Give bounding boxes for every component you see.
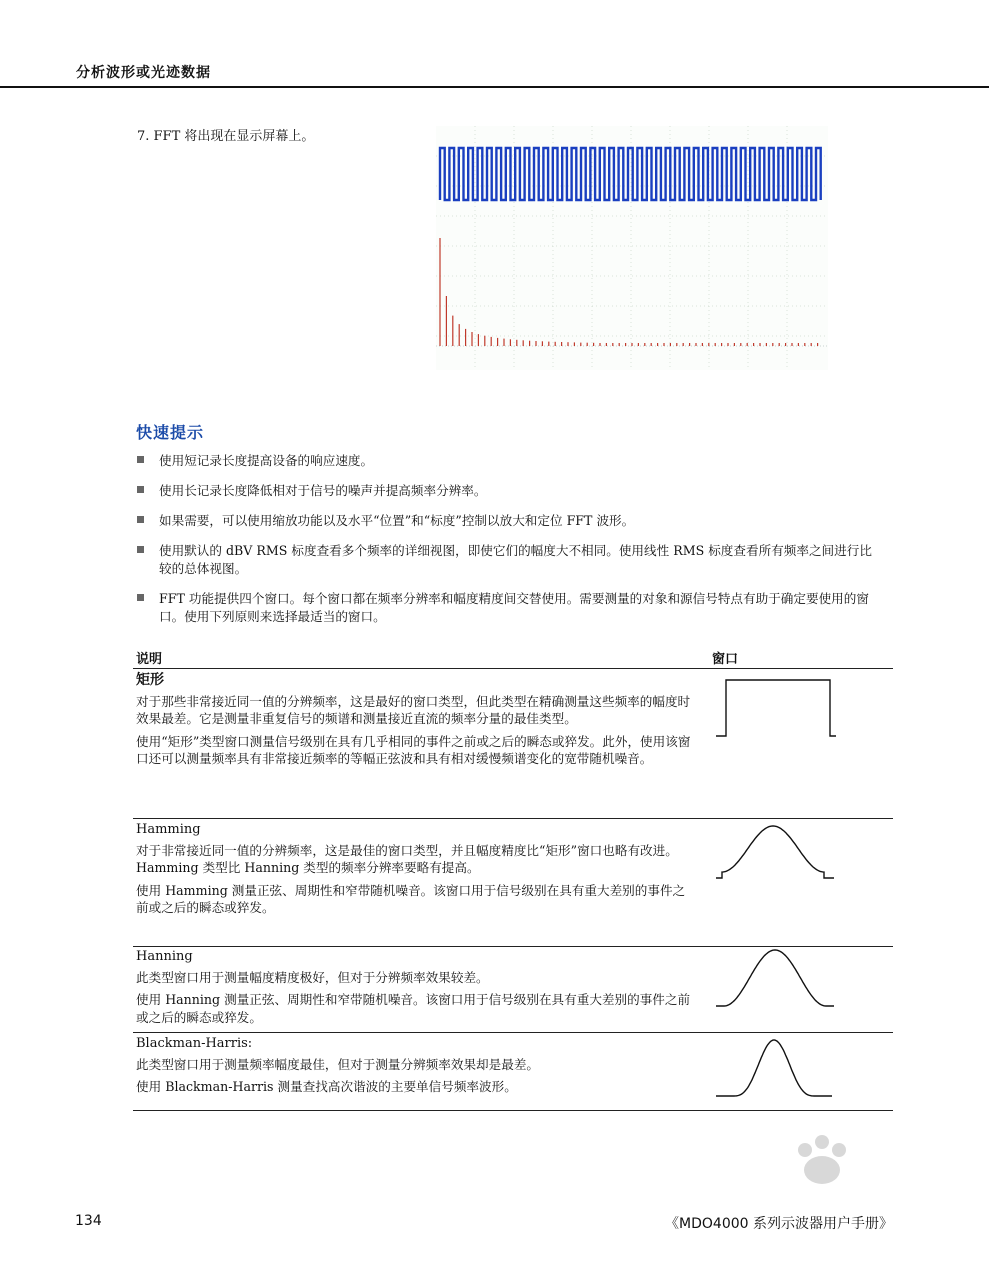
step-7-text: 7. FFT 将出现在显示屏幕上。 — [137, 129, 315, 144]
tip-item: 使用默认的 dBV RMS 标度查看多个频率的详细视图，即使它们的幅度大不相同。使用线性 RMS 标度查看所有频率之间进行比较的总体视图。 — [137, 542, 872, 578]
table-rule — [133, 668, 893, 669]
table-rule — [133, 1110, 893, 1111]
rectangular-window-icon — [712, 676, 838, 740]
tip-item: FFT 功能提供四个窗口。每个窗口都在频率分辨率和幅度精度间交替使用。需要测量的对象和源信号特点有助于确定要使用的窗口。使用下列原则来选择最适当的窗口。 — [137, 590, 872, 626]
running-header: 分析波形或光迹数据 — [76, 65, 211, 81]
window-name: Hamming — [136, 822, 201, 837]
book-title: 《MDO4000 系列示波器用户手册》 — [665, 1216, 893, 1232]
window-name: 矩形 — [136, 672, 164, 688]
table-rule — [133, 1032, 893, 1033]
table-row-hanning — [136, 948, 691, 1031]
tip-item: 使用短记录长度提高设备的响应速度。 — [137, 452, 872, 470]
row-paragraph: 对于那些非常接近同一值的分辨频率，这是最好的窗口类型，但此类型在精确测量这些频率的幅度时效果最差。它是测量非重复信号的频谱和测量接近直流的频率分量的最佳类型。 — [136, 693, 691, 726]
row-paragraph: 使用 Hamming 测量正弦、周期性和窄带随机噪音。该窗口用于信号级别在具有重大差别的事件之前或之后的瞬态或猝发。 — [136, 882, 686, 915]
column-header-window: 窗口 — [712, 652, 739, 667]
header-rule — [0, 86, 989, 88]
column-header-description: 说明 — [136, 652, 163, 667]
tip-item: 使用长记录长度降低相对于信号的噪声并提高频率分辨率。 — [137, 482, 872, 500]
bullet-square-icon — [137, 546, 144, 553]
baidu-watermark-logo — [700, 1130, 930, 1200]
blackman-harris-window-icon — [712, 1036, 838, 1104]
quick-tips-title: 快速提示 — [136, 423, 205, 442]
table-row-hamming — [136, 821, 691, 922]
fft-scope-screenshot — [436, 126, 828, 370]
hanning-window-icon — [712, 946, 838, 1012]
bullet-square-icon — [137, 594, 144, 601]
bullet-square-icon — [137, 456, 144, 463]
row-paragraph: 使用“矩形”类型窗口测量信号级别在具有几乎相同的事件之前或之后的瞬态或猝发。此外，使用该窗口还可以测量频率具有非常接近频率的等幅正弦波和具有相对缓慢频谱变化的宽带随机噪音。 — [136, 733, 691, 766]
hamming-window-icon — [712, 820, 838, 888]
quick-tips-list — [137, 452, 872, 638]
page-number: 134 — [75, 1213, 102, 1229]
row-paragraph: 使用 Blackman-Harris 测量查找高次谐波的主要单信号频率波形。 — [136, 1079, 517, 1094]
window-name: Hanning — [136, 949, 193, 964]
bullet-square-icon — [137, 486, 144, 493]
row-paragraph: 此类型窗口用于测量幅度精度极好，但对于分辨频率效果较差。 — [136, 969, 489, 985]
bullet-square-icon — [137, 516, 144, 523]
table-rule — [133, 818, 893, 819]
window-name: Blackman-Harris: — [136, 1036, 253, 1051]
table-row-rectangular — [136, 672, 691, 773]
row-paragraph: 使用 Hanning 测量正弦、周期性和窄带随机噪音。该窗口用于信号级别在具有重大差别的事件之前或之后的瞬态或猝发。 — [136, 992, 691, 1025]
tip-item: 如果需要，可以使用缩放功能以及水平“位置”和“标度”控制以放大和定位 FFT 波形。 — [137, 512, 872, 530]
row-paragraph: 对于非常接近同一值的分辨频率，这是最佳的窗口类型，并且幅度精度比“矩形”窗口也略有改进。Hamming 类型比 Hanning 类型的频率分辨率要略有提高。 — [136, 842, 678, 875]
table-row-blackman-harris — [136, 1035, 691, 1101]
row-paragraph: 此类型窗口用于测量频率幅度最佳，但对于测量分辨频率效果却是最差。 — [136, 1056, 539, 1072]
